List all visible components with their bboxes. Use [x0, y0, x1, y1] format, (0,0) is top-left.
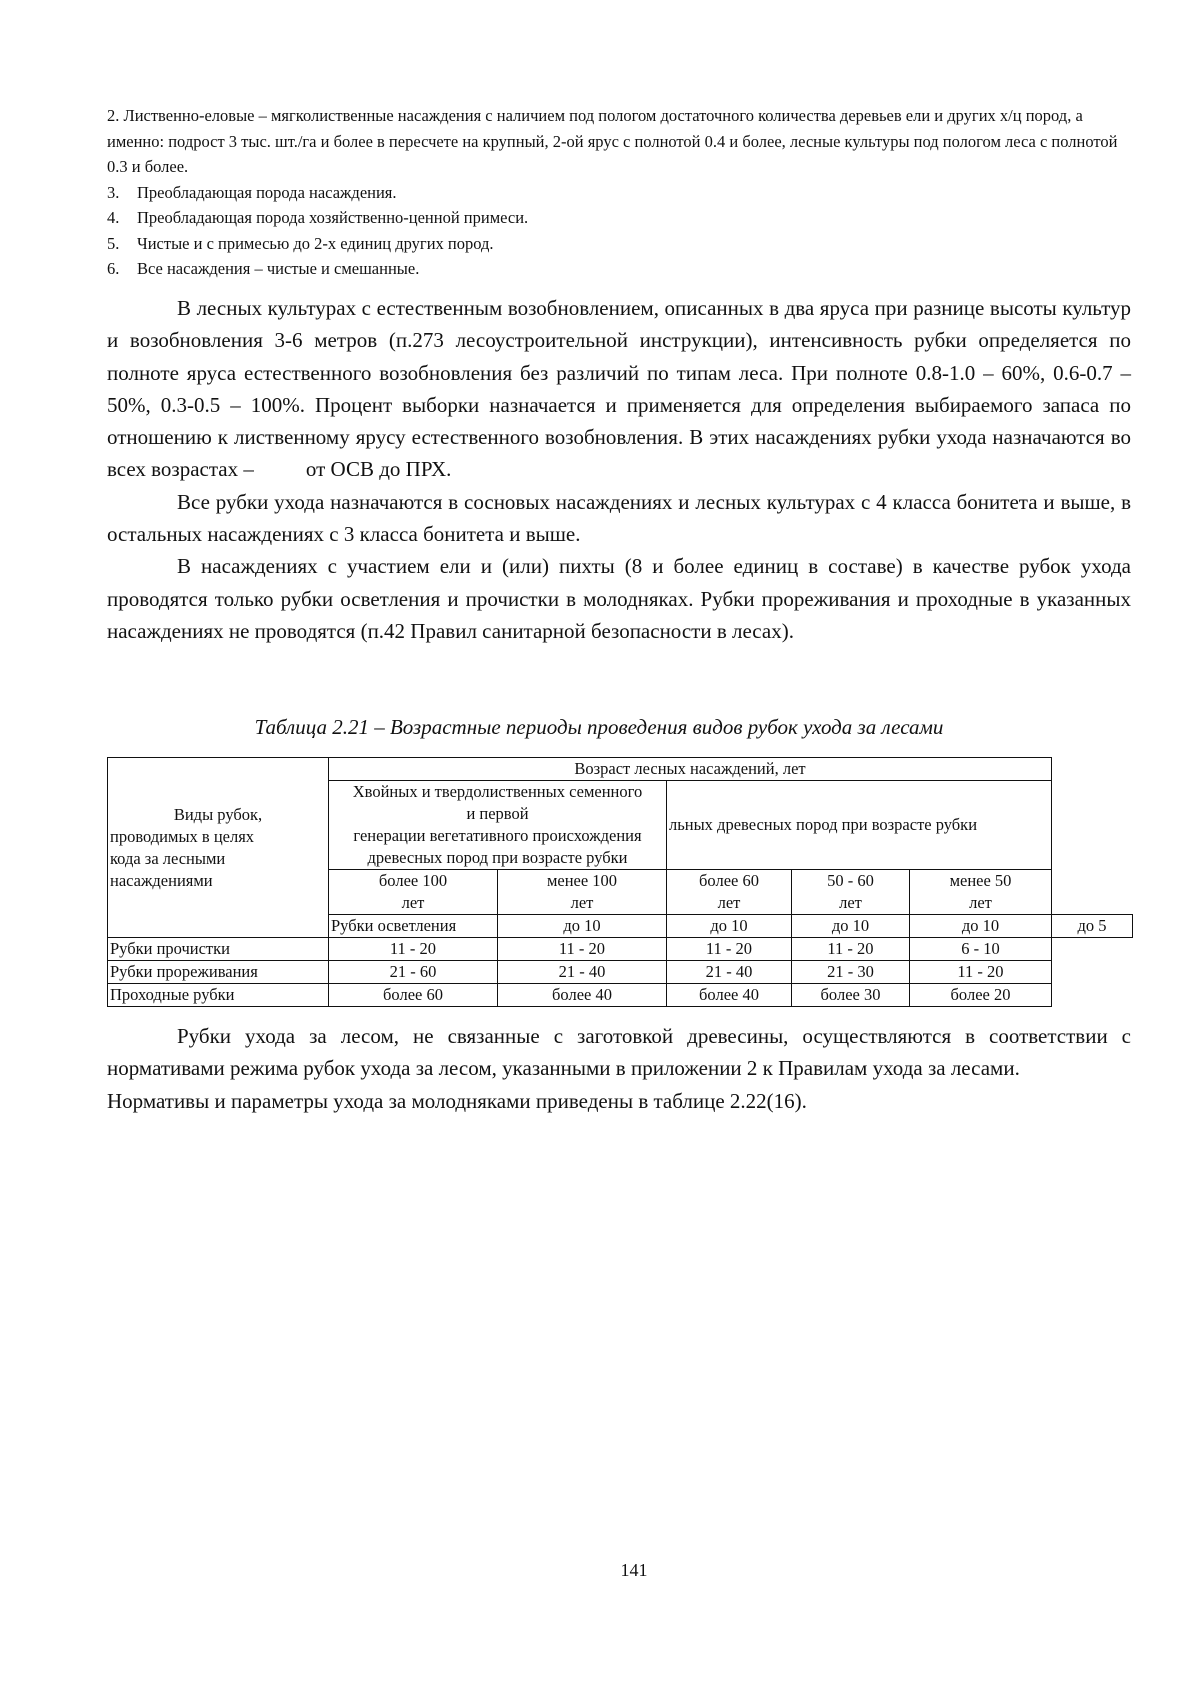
note-number: 3.	[107, 182, 120, 202]
table-cell: 11 - 20	[792, 938, 910, 961]
subheader-cell: менее 50 лет	[910, 870, 1052, 915]
table-cell: 11 - 20	[498, 938, 667, 961]
paragraph-no-harvest: Рубки ухода за лесом, не связанные с заготовкой древесины, осуществляются в соответствии с нормативами режима рубок ухода за лесом, указанными в приложении 2 к Правилам ухода за лесами.	[107, 1024, 1131, 1081]
table-cell: более 40	[667, 984, 792, 1007]
table-cell: 21 - 40	[667, 961, 792, 984]
header-text: проводимых в целях	[110, 826, 255, 846]
table-cell: 11 - 20	[667, 938, 792, 961]
table-cell: до 10	[498, 915, 667, 938]
footnotes-list	[107, 103, 1131, 282]
note-number: 5.	[107, 233, 120, 253]
body-paragraphs-after-table	[107, 1020, 1131, 1117]
paragraph-standards-ref: Нормативы и параметры ухода за молодняками приведены в таблице 2.22(16).	[107, 1088, 807, 1113]
table-caption: Таблица 2.21 – Возрастные периоды проведения видов рубок ухода за лесами	[254, 715, 944, 739]
note-text: Чистые и с примесью до 2-х единиц других пород.	[137, 233, 494, 253]
header-text: Хвойных и твердолиственных семенного	[352, 782, 643, 801]
row-label: Рубки осветления	[329, 915, 498, 938]
header-text: кода за лесными	[110, 848, 226, 868]
header-age: Возраст лесных насаждений, лет	[329, 758, 1052, 781]
table-row	[108, 961, 1133, 984]
subheader-cell: 50 - 60 лет	[792, 870, 910, 915]
header-text: древесных пород при возрасте рубки	[367, 848, 628, 867]
table-header-row	[108, 758, 1133, 781]
table-cell: 21 - 60	[329, 961, 498, 984]
header-text: генерации вегетативного происхождения	[353, 826, 642, 845]
subheader-cell: более 100 лет	[329, 870, 498, 915]
table-cell: до 5	[1052, 915, 1133, 938]
table-cell: более 30	[792, 984, 910, 1007]
note-text: Преобладающая порода насаждения.	[137, 182, 397, 202]
table-cell: 11 - 20	[329, 938, 498, 961]
table-cell: 6 - 10	[910, 938, 1052, 961]
body-paragraphs	[107, 292, 1131, 647]
note-number: 2.	[107, 106, 120, 125]
page-number: 141	[620, 1560, 648, 1580]
row-label: Рубки прореживания	[108, 961, 329, 984]
row-label: Рубки прочистки	[108, 938, 329, 961]
paragraph-text: от ОСВ до ПРХ.	[305, 457, 452, 482]
table-cell: более 60	[329, 984, 498, 1007]
table-cell: более 40	[498, 984, 667, 1007]
paragraph-spruce-fir: В насаждениях с участием ели и (или) пихты (8 и более единиц в составе) в качестве рубок ухода проводятся только рубки осветления и прочистки в молодняках. Рубки прореживания и проходные в указанных насаждениях не проводятся (п.42 Правил санитарной безопасности в лесах).	[107, 554, 1131, 643]
row-label: Проходные рубки	[108, 984, 329, 1007]
table-cell: более 20	[910, 984, 1052, 1007]
paragraph-text: В лесных культурах с естественным возобновлением, описанных в два яруса при разнице высоты культур и возобновления 3-6 метров (п.273 лесоустроительной инструкции), интенсивность рубки определяется по полноте яруса естественного возобновления без различий по типам леса. При полноте 0.8-1.0 – 60%, 0.6-0.7 – 50%, 0.3-0.5 – 100%. Процент выборки назначается и применяется для определения выбираемого запаса по отношению к лиственному ярусу естественного возобновления. В этих насаждениях рубки ухода назначаются во всех возрастах –	[107, 296, 1131, 482]
note-text: Все насаждения – чистые и смешанные.	[137, 259, 420, 278]
header-text: и первой	[466, 804, 529, 823]
note-number: 6.	[107, 259, 120, 278]
note-item	[107, 103, 1131, 180]
table-cell: 11 - 20	[910, 961, 1052, 984]
paragraph-forest-cultures	[107, 292, 1131, 486]
header-conifer-group	[329, 781, 667, 870]
header-cut-types	[108, 758, 329, 938]
note-number: 4.	[107, 208, 120, 227]
header-softwood-group: льных древесных пород при возрасте рубки	[667, 781, 1052, 870]
note-text: Лиственно-еловые – мягколиственные насаждения с наличием под пологом достаточного количества деревьев ели и других х/ц пород, а именно: подрост 3 тыс. шт./га и более в пересчете на крупный, 2-ой ярус с полнотой 0.4 и более, лесные культуры под пологом леса с полнотой 0.3 и более.	[107, 106, 1118, 176]
age-periods-table	[107, 757, 1133, 1007]
paragraph-bonitet: Все рубки ухода назначаются в сосновых насаждениях и лесных культурах с 4 класса бонитета и выше, в остальных насаждениях с 3 класса бонитета и выше.	[107, 489, 1131, 547]
note-item	[107, 256, 1131, 282]
subheader-cell: более 60 лет	[667, 870, 792, 915]
table-cell: 21 - 40	[498, 961, 667, 984]
table-cell: 21 - 30	[792, 961, 910, 984]
header-text: насаждениями	[110, 870, 213, 890]
table-cell: до 10	[792, 915, 910, 938]
note-item	[107, 231, 1131, 257]
table-row	[108, 938, 1133, 961]
table-row	[108, 984, 1133, 1007]
note-item	[107, 205, 1131, 231]
note-item	[107, 180, 1131, 206]
table-cell: до 10	[910, 915, 1052, 938]
table-cell: до 10	[667, 915, 792, 938]
header-text: Виды рубок,	[173, 804, 263, 824]
subheader-cell: менее 100 лет	[498, 870, 667, 915]
note-text: Преобладающая порода хозяйственно-ценной примеси.	[137, 208, 529, 227]
